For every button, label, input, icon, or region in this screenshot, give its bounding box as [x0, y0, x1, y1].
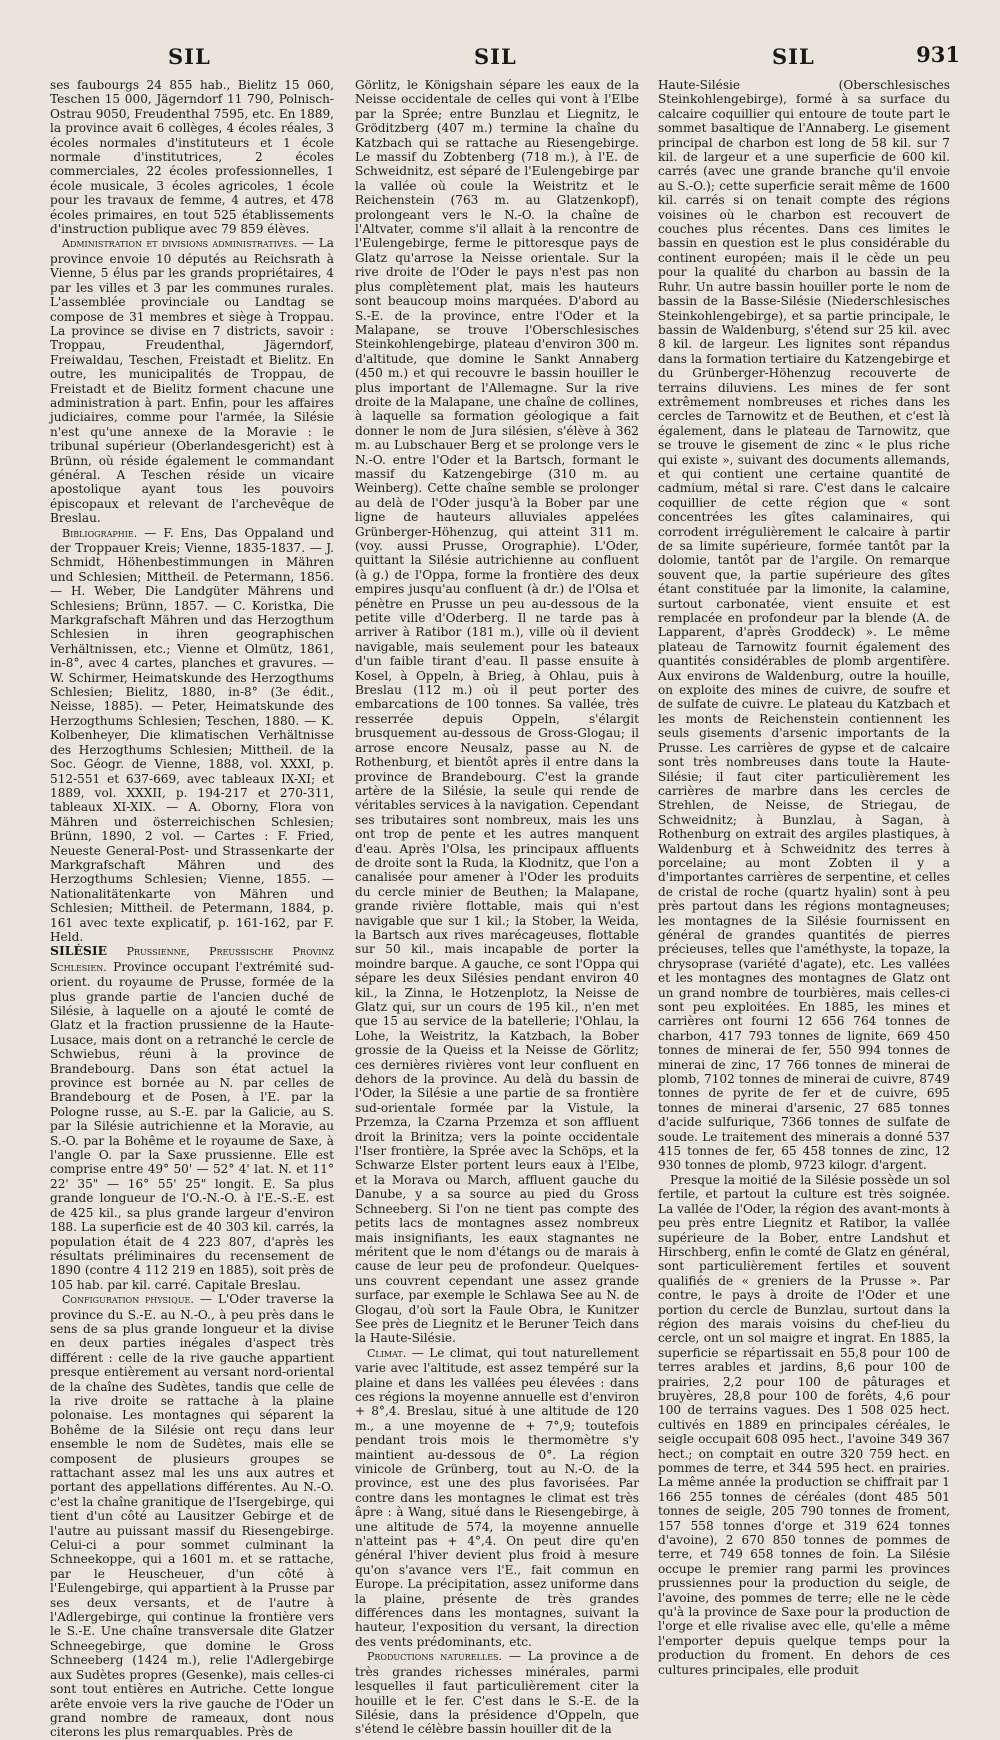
entry-headword: SILÉSIE — [50, 943, 108, 959]
section-heading-productions: Productions naturelles. — [367, 1650, 503, 1664]
paragraph-population: ses faubourgs 24 855 hab., Bielitz 15 060, Teschen 15 000, Jägerndorf 11 790, Polnisch-Ostrau 9050, Freudenthal 7595, etc. En 1889, la province avait 6 collèges, 4 écoles réales, 3 écoles normales d'instituteurs et 1 école normale d'institutrices, 2 écoles commerciales, 22 écoles professionnelles, 1 école musicale, 3 écoles agricoles, 1 école pour les travaux de femme, 4 autres, et 478 écoles primaires, en tout 525 établissements d'instruction publique avec 79 859 élèves. — [50, 78, 334, 237]
paragraph-configuration — [50, 1292, 334, 1740]
running-head-left: SIL — [168, 44, 211, 69]
paragraph-agriculture: Presque la moitié de la Silésie possède un sol fertile, et partout la culture est très soignée. La vallée de l'Oder, la région des avant-monts à peu près entre Liegnitz et Ratibor, la vallée supérieure de la Bober, entre Landshut et Hirschberg, enfin le comté de Glatz en général, sont particulièrement fertiles et souvent qualifiés de « greniers de la Prusse ». Par contre, le pays à droite de l'Oder et une portion du cercle de Bunzlau, surtout dans la région des marais voisins du chef-lieu du cercle, ont un sol maigre et ingrat. En 1885, la superficie se répartissait en 55,8 pour 100 de terres arables et jardins, 8,6 pour 100 de prairies, 2,2 pour 100 de pâturages et bruyères, 28,8 pour 100 de forêts, 4,6 pour 100 de terrains vagues. Des 1 508 025 hect. cultivés en 1889 en principales céréales, le seigle occupait 608 095 hect., l'avoine 349 367 hect.; on comptait en outre 320 759 hect. en pommes de terre, et 344 595 hect. en prairies. La même année la production se chiffrait par 1 166 255 tonnes de céréales (dont 485 501 tonnes de seigle, 205 790 tonnes de froment, 157 558 tonnes d'orge et 319 624 tonnes d'avoine), 2 670 850 tonnes de pommes de terre, et 749 658 tonnes de foin. La Silésie occupe le premier rang parmi les provinces prussiennes pour la production du seigle, de l'avoine, des pommes de terre; elle ne le cède qu'à la province de Saxe pour la production de l'orge et elle rivalise avec elle, qu'elle a même l'emporter depuis quelque temps pour la production du froment. En dehors de ces cultures principales, elle produit — [658, 1172, 950, 1677]
paragraph-text: — La province envoie 10 députés au Reichsrath à Vienne, 5 élus par les grands propriétaires, 4 par les villes et 3 par les communes rurales. L'assemblée provinciale ou Landtag se compose de 31 membres et siège à Troppau. La province se divise en 7 districts, savoir : Troppau, Freudenthal, Jägerndorf, Freiwaldau, Teschen, Freistadt et Bielitz. En outre, les municipalités de Troppau, de Freistadt et de Bielitz forment chacune une administration à part. Enfin, pour les affaires judiciaires, comme pour l'armée, la Silésie n'est qu'une annexe de la Moravie : le tribunal supérieur (Oberlandesgericht) est à Brünn, où réside également le commandant général. A Teschen réside un vicaire apostolique ayant tous les pouvoirs épiscopaux et relevant de l'archevêque de Breslau. — [50, 236, 334, 526]
entry-subtitle: Prussienne, Preussische Provinz Schlesien. — [50, 945, 334, 974]
paragraph-administration — [50, 236, 334, 525]
paragraph-mines: Haute-Silésie (Oberschlesisches Steinkohlengebirge), formé à sa surface du calcaire coquillier qui entoure de toute part le sommet basaltique de l'Annaberg. Le gisement principal de charbon est long de 58 kil. sur 7 kil. de largeur et a une superficie de 600 kil. carrés (avec une grande branche qu'il envoie au S.-O.); cette superficie serait même de 1600 kil. carrés si on tenait compte des régions voisines où le charbon est recouvert de couches plus récentes. Dans ces limites le bassin en question est le plus considérable du continent européen; mais il le cède un peu pour la qualité du charbon au bassin de la Ruhr. Un autre bassin houiller porte le nom de bassin de la Basse-Silésie (Niederschlesisches Steinkohlengebirge), et sa partie principale, le bassin de Waldenburg, s'étend sur 25 kil. avec 8 kil. de largeur. Les lignites sont répandus dans la formation tertiaire du Katzengebirge et du Grünberger-Höhenzug recouverte de terrains diluviens. Les mines de fer sont extrêmement nombreuses et riches dans les cercles de Tarnowitz et de Beuthen, et c'est là également, dans le plateau de Tarnowitz, que se trouve le gisement de zinc « le plus riche qui existe », suivant des documents allemands, et qui contient une certaine quantité de cadmium, métal si rare. C'est dans le calcaire coquillier de cette région que « sont concentrées les gîtes calaminaires, qui corrodent irrégulièrement le calcaire à partir de sa limite supérieure, formée tantôt par la dolomie, tantôt par de l'argile. On remarque souvent que, la partie supérieure des gîtes étant constituée par la limonite, la calamine, surtout carbonatée, vient ensuite et est remplacée en profondeur par la blende (A. de Lapparent, d'après Groddeck) ». Le même plateau de Tarnowitz fournit également des quantités considérables de plomb argentifère. Aux environs de Waldenburg, outre la houille, on exploite des mines de cuivre, de soufre et de sulfate de cuivre. Le plateau du Katzbach et les monts de Reichenstein contiennent les seuls gisements d'arsenic importants de la Prusse. Les carrières de gypse et de calcaire sont très nombreuses dans toute la Haute-Silésie; il faut citer particulièrement les carrières de marbre dans les cercles de Strehlen, de Neisse, de Striegau, de Schweidnitz; à Bunzlau, à Sagan, à Rothenburg on extrait des argiles plastiques, à Waldenburg et à Schweidnitz des terres à porcelaine; au mont Zobten il y a d'importantes carrières de serpentine, et celles de cristal de roche (quartz hyalin) sont à peu près partout dans les régions montagneuses; les montagnes de la Silésie fournissent en général de grandes quantités de pierres précieuses, telles que l'améthyste, la topaze, la chrysoprase (variété d'agate), etc. Les vallées et les montagnes des montagnes de Glatz ont un grand nombre de tourbières, mais celles-ci sont peu exploitées. En 1885, les mines et carrières ont fourni 12 656 764 tonnes de charbon, 417 793 tonnes de lignite, 669 450 tonnes de minerai de fer, 550 994 tonnes de minerai de zinc, 17 766 tonnes de minerai de plomb, 7102 tonnes de minerai de cuivre, 8749 tonnes de pyrite de fer et de cuivre, 695 tonnes de minerai d'arsenic, 27 685 tonnes d'acide sulfurique, 7366 tonnes de sulfate de soude. Le traitement des minerais a donné 537 415 tonnes de fer, 65 458 tonnes de zinc, 12 930 tonnes de plomb, 9723 kilogr. d'argent. — [658, 78, 950, 1173]
paragraph-bibliography — [50, 526, 334, 945]
paragraph-relief-hydrography: Görlitz, le Königshain sépare les eaux de la Neisse occidentale de celles qui vont à l'Elbe par la Sprée; entre Bunzlau et Liegnitz, le Gröditzberg (407 m.) termine la chaîne du Katzbach qui se rattache au Riesengebirge. Le massif du Zobtenberg (718 m.), à l'E. de Schweidnitz, est séparé de l'Eulengebirge par la vallée où coule la Weistritz et le Reichenstein (763 m. au Glatzenkopf), prolongeant vers le N.-O. la chaîne de l'Altvater, comme s'il allait à la rencontre de l'Eulengebirge, ferme le pittoresque pays de Glatz qu'arrose la Neisse orientale. Sur la rive droite de l'Oder le pays n'est pas non plus complètement plat, mais les hauteurs sont beaucoup moins marquées. D'abord au S.-E. de la province, entre l'Oder et la Malapane, se trouve l'Oberschlesisches Steinkohlengebirge, plateau d'environ 300 m. d'altitude, que domine le Sankt Annaberg (450 m.) et qui recouvre le bassin houiller le plus important de l'Allemagne. Sur la rive droite de la Malapane, une chaîne de collines, à laquelle sa formation géologique a fait donner le nom de Jura silésien, s'élève à 362 m. au Lubschauer Berg et se prolonge vers le N.-O. entre l'Oder et la Bartsch, formant le massif du Katzengebirge (310 m. au Weinberg). Cette chaîne semble se prolonger au delà de l'Oder jusqu'à la Bober par une ligne de hauteurs alluviales appelées Grünberger-Höhenzug, qui atteint 311 m. (voy. aussi Prusse, Orographie). L'Oder, quittant la Silésie autrichienne au confluent (à g.) de l'Oppa, forme la frontière des deux empires jusqu'au confluent (à dr.) de l'Olsa et pénètre en Prusse un peu au-dessous de la petite ville d'Oderberg. Il ne tarde pas à arriver à Ratibor (181 m.), ville où il devient navigable, mais seulement pour les bateaux d'un faible tirant d'eau. Il passe ensuite à Kosel, à Oppeln, à Brieg, à Ohlau, puis à Breslau (112 m.) où il peut porter des embarcations de 100 tonnes. Sa vallée, très resserrée depuis Oppeln, s'élargit brusquement au-dessous de Gross-Glogau; il arrose encore Neusalz, passe au N. de Rothenburg, et bientôt après il entre dans la province de Brandebourg. C'est la grande artère de la Silésie, la seule qui rende de véritables services à la navigation. Cependant ses tributaires sont nombreux, mais les uns ont trop de pente et les autres manquent d'eau. Après l'Olsa, les principaux affluents de droite sont la Ruda, la Klodnitz, que l'on a canalisée pour amener à l'Oder les produits du cercle minier de Beuthen; la Malapane, grande rivière flottable, mais qui n'est navigable que sur 1 kil.; la Stober, la Weida, la Bartsch aux rives marécageuses, flottable sur 50 kil., mais incapable de porter la moindre barque. A gauche, ce sont l'Oppa qui sépare les deux Silésies pendant environ 40 kil., la Zinna, le Hotzenplotz, la Neisse de Glatz qui, sur un cours de 195 kil., n'en met que 15 au service de la batellerie; l'Ohlau, la Lohe, la Weistritz, la Katzbach, la Bober grossie de la Queiss et la Neisse de Görlitz; ces dernières rivières vont leur confluent en dehors de la province. Au delà du bassin de l'Oder, la Silésie a une partie de sa frontière sud-orientale formée par la Vistule, la Przemza, la Czarna Przemza et son affluent droit la Brinitza; vers la pointe occidentale l'Iser frontière, la Sprée avec la Schöps, et la Schwarze Elster portent leurs eaux à l'Elbe, et la Morava ou March, affluent gauche du Danube, y a sa source au pied du Gross Schneeberg. Si l'on ne tient pas compte des petits lacs de montagnes assez nombreux mais insignifiants, les eaux stagnantes ne méritent que le nom d'étangs ou de marais à cause de leur peu de profondeur. Quelques-uns couvrent cependant une assez grande surface, par exemple le Schlawa See au N. de Glogau, d'où sort la Faule Obra, le Kunitzer See près de Liegnitz et le Beruner Teich dans la Haute-Silésie. — [355, 78, 639, 1346]
running-head-right: SIL — [772, 44, 815, 69]
section-heading-climat: Climat. — [367, 1346, 407, 1360]
section-heading-configuration: Configuration physique. — [62, 1293, 194, 1307]
paragraph-text: Province occupant l'extrémité sud-orient. du royaume de Prusse, formée de la plus grande partie de l'ancien duché de Silésie, à laquelle on a ajouté le comté de Glatz et la fraction prussienne de la Haute-Lusace, mais dont on a retranché le cercle de Schwiebus, réuni à la province de Brandebourg. Dans son état actuel la province est bornée au N. par celles de Brandebourg et de Posen, à l'E. par la Pologne russe, au S.-E. par la Galicie, au S. par la Silésie autrichienne et la Moravie, au S.-O. par la Bohême et le royaume de Saxe, à l'angle O. par la Saxe prussienne. Elle est comprise entre 49° 50' — 52° 4' lat. N. et 11° 22' 35" — 16° 55' 25" longit. E. Sa plus grande longueur de l'O.-N.-O. à l'E.-S.-E. est de 425 kil., sa plus grande largeur d'environ 188. La superficie est de 40 303 kil. carrés, la population était de 4 223 807, d'après les résultats préliminaires du recensement de 1890 (contre 4 112 219 en 1885), soit près de 105 hab. par kil. carré. Capitale Breslau. — [50, 959, 334, 1292]
paragraph-climat — [355, 1346, 639, 1650]
paragraph-text: — F. Ens, Das Oppaland und der Troppauer Kreis; Vienne, 1835-1837. — J. Schmidt, Höhenbestimmungen in Mähren und Schlesien; Mittheil. de Petermann, 1856. — H. Weber, Die Landgüter Mährens und Schlesiens; Brünn, 1857. — C. Koristka, Die Markgrafschaft Mähren und das Herzogthum Schlesien in ihren geographischen Verhältnissen, etc.; Vienne et Olmütz, 1861, in-8°, avec 4 cartes, planches et gravures. — W. Schirmer, Heimatskunde des Herzogthums Schlesien; Bielitz, 1880, in-8° (3e édit., Neisse, 1885). — Peter, Heimatskunde des Herzogthums Schlesien; Teschen, 1880. — K. Kolbenheyer, Die klimatischen Verhältnisse des Herzogthums Schlesien; Mittheil. de la Soc. Géogr. de Vienne, 1888, vol. XXXI, p. 512-551 et 637-669, avec tableaux IX-XI; et 1889, vol. XXXII, p. 194-217 et 270-311, tableaux XI-XIX. — A. Oborny, Flora von Mähren und österreichischen Schlesien; Brünn, 1890, 2 vol. — Cartes : F. Fried, Neueste General-Post- und Strassenkarte der Markgrafschaft Mähren und des Herzogthums Schlesien; Vienne, 1855. — Nationalitätenkarte von Mähren und Schlesien; Mittheil. de Petermann, 1884, p. 161 avec texte explicatif, p. 161-162, par F. Held. — [50, 525, 334, 944]
paragraph-text: — Le climat, qui tout naturellement varie avec l'altitude, est assez tempéré sur la plaine et dans les vallées peu élevées : dans ces régions la moyenne annuelle est d'environ + 8°,4. Breslau, situé à une altitude de 120 m., a une moyenne de + 7°,9; toutefois pendant trois mois le thermomètre s'y maintient au-dessous de 0°. La région vinicole de Grünberg, tout au N.-O. de la province, est une des plus favorisées. Par contre dans les montagnes le climat est très âpre : à Wang, situé dans le Riesengebirge, à une altitude de 574, la moyenne annuelle n'atteint pas + 4°,4. On peut dire qu'en général l'hiver devient plus froid à mesure qu'on s'avance vers l'E., fait commun en Europe. La précipitation, assez uniforme dans la plaine, présente de très grandes différences dans les montagnes, suivant la hauteur, l'exposition du versant, la direction des vents prédominants, etc. — [355, 1345, 639, 1649]
section-heading-bibliography: Bibliographie. — [62, 526, 138, 540]
column-middle — [355, 78, 639, 1737]
paragraph-text: — La province a de très grandes richesses minérales, parmi lesquelles il faut particulièrement citer la houille et le fer. C'est dans le S.-E. de la Silésie, dans la présidence d'Oppeln, que s'étend le célèbre bassin houiller dit de la — [355, 1649, 639, 1737]
paragraph-text: — L'Oder traverse la province du S.-E. au N.-O., à peu près dans le sens de sa plus grande longueur et la divise en deux parties inégales d'aspect très différent : celle de la rive gauche appartient presque entièrement au versant nord-oriental de la chaîne des Sudètes, tandis que celle de la rive droite se rattache à la plaine polonaise. Les montagnes qui séparent la Bohême de la Silésie ont reçu dans leur ensemble le nom de Sudètes, mais elle se composent de plusieurs groupes se rattachant assez mal les uns aux autres et portant des appellations différentes. Au N.-O. c'est la chaîne granitique de l'Isergebirge, qui tient d'un côté au Lausitzer Gebirge et de l'autre au puissant massif du Riesengebirge. Celui-ci a pour sommet culminant la Schneekoppe, qui a 1601 m. et se rattache, par le Heuscheuer, d'un côté à l'Eulengebirge, qui appartient à la Prusse par ses deux versants, et de l'autre à l'Adlergebirge, qui continue la frontière vers le S.-E. Une chaîne transversale dite Glatzer Schneegebirge, que domine le Gross Schneeberg (1424 m.), relie l'Adlergebirge aux Sudètes propres (Gesenke), mais celles-ci sont tout entières en Autriche. Cette longue arête envoie vers la rive gauche de l'Oder un grand nombre de rameaux, dont nous citerons les plus remarquables. Près de — [50, 1292, 334, 1740]
entry-silesie-prussienne — [50, 944, 334, 1292]
paragraph-productions — [355, 1649, 639, 1736]
page-number: 931 — [916, 42, 960, 67]
section-heading-administration: Administration et divisions administratives. — [62, 237, 298, 251]
column-left — [50, 78, 334, 1740]
column-right — [658, 78, 950, 1677]
running-head-center: SIL — [474, 44, 517, 69]
